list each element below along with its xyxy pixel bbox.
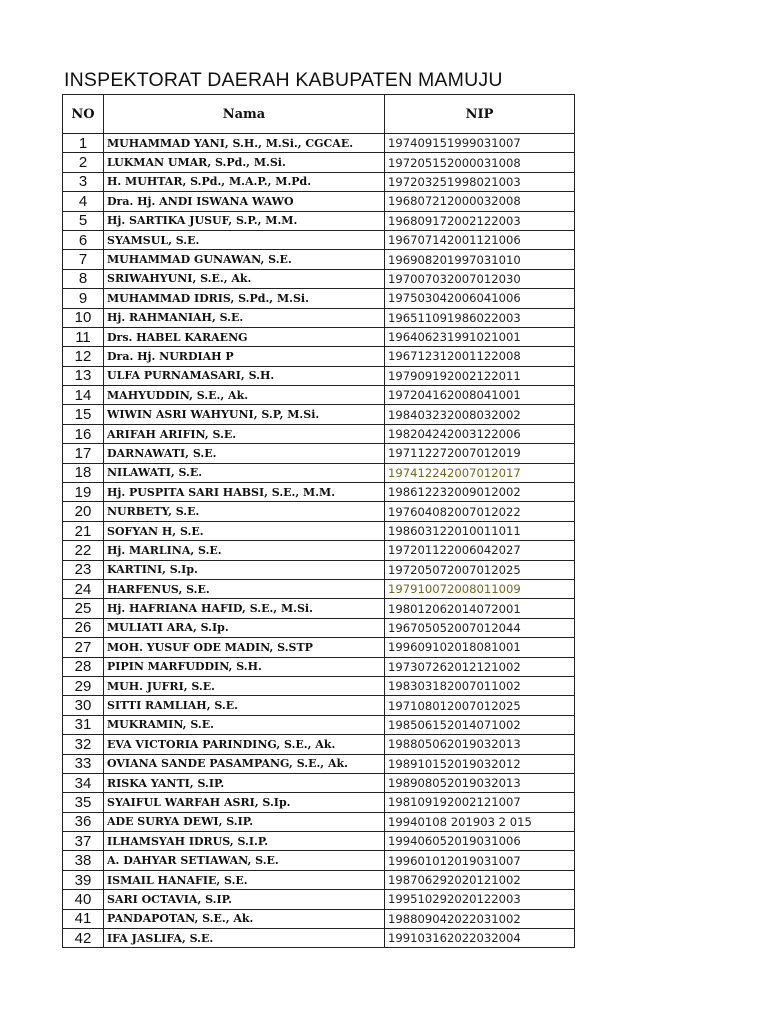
table-row: [63, 405, 575, 424]
cell-no: 15: [63, 405, 104, 424]
table-row: [63, 250, 575, 269]
table-row: [63, 696, 575, 715]
table-row: [63, 269, 575, 288]
header-nama: Nama: [104, 95, 385, 134]
cell-nip: 199510292020122003: [385, 890, 575, 909]
cell-nip: 19940108 201903 2 015: [385, 812, 575, 831]
cell-nip: 198403232008032002: [385, 405, 575, 424]
cell-no: 23: [63, 560, 104, 579]
cell-nama: Drs. HABEL KARAENG: [104, 327, 385, 346]
cell-no: 1: [63, 134, 104, 153]
cell-nama: PANDAPOTAN, S.E., Ak.: [104, 909, 385, 928]
table-row: [63, 754, 575, 773]
table-row: [63, 851, 575, 870]
cell-no: 33: [63, 754, 104, 773]
cell-nama: LUKMAN UMAR, S.Pd., M.Si.: [104, 153, 385, 172]
cell-nip: 197307262012121002: [385, 657, 575, 676]
cell-nama: DARNAWATI, S.E.: [104, 444, 385, 463]
table-row: [63, 502, 575, 521]
table-row: [63, 579, 575, 598]
cell-no: 40: [63, 890, 104, 909]
table-row: [63, 715, 575, 734]
cell-nama: Hj. MARLINA, S.E.: [104, 541, 385, 560]
cell-nip: 199406052019031006: [385, 832, 575, 851]
cell-nip: 198204242003122006: [385, 424, 575, 443]
table-row: [63, 618, 575, 637]
table-row: [63, 812, 575, 831]
cell-no: 9: [63, 289, 104, 308]
cell-nip: 199609102018081001: [385, 638, 575, 657]
cell-nama: SITTI RAMLIAH, S.E.: [104, 696, 385, 715]
cell-nip: 198805062019032013: [385, 735, 575, 754]
cell-nip: 196406231991021001: [385, 327, 575, 346]
cell-nip: 197604082007012022: [385, 502, 575, 521]
cell-nama: SRIWAHYUNI, S.E., Ak.: [104, 269, 385, 288]
table-row: [63, 424, 575, 443]
table-row: [63, 870, 575, 889]
table-row: [63, 153, 575, 172]
cell-nama: IFA JASLIFA, S.E.: [104, 929, 385, 948]
cell-nip: 198506152014071002: [385, 715, 575, 734]
cell-nama: MOH. YUSUF ODE MADIN, S.STP: [104, 638, 385, 657]
cell-nama: ISMAIL HANAFIE, S.E.: [104, 870, 385, 889]
table-row: [63, 793, 575, 812]
cell-nip: 196807212000032008: [385, 192, 575, 211]
cell-no: 37: [63, 832, 104, 851]
page-title: INSPEKTORAT DAERAH KABUPATEN MAMUJU: [64, 69, 503, 91]
cell-nip: 197909192002122011: [385, 366, 575, 385]
table-row: [63, 929, 575, 948]
cell-no: 36: [63, 812, 104, 831]
cell-nip: 196908201997031010: [385, 250, 575, 269]
cell-nama: H. MUHTAR, S.Pd., M.A.P., M.Pd.: [104, 172, 385, 191]
table-row: [63, 657, 575, 676]
cell-nip: 197201122006042027: [385, 541, 575, 560]
table-row: [63, 909, 575, 928]
cell-no: 11: [63, 327, 104, 346]
cell-nip: 197112272007012019: [385, 444, 575, 463]
table-row: [63, 560, 575, 579]
table-row: [63, 192, 575, 211]
header-no: NO: [63, 95, 104, 134]
cell-nama: ADE SURYA DEWI, S.IP.: [104, 812, 385, 831]
table-row: [63, 366, 575, 385]
table-row: [63, 599, 575, 618]
cell-nip: 199103162022032004: [385, 929, 575, 948]
table-row: [63, 327, 575, 346]
cell-no: 25: [63, 599, 104, 618]
cell-nama: ILHAMSYAH IDRUS, S.I.P.: [104, 832, 385, 851]
table-row: [63, 521, 575, 540]
cell-no: 2: [63, 153, 104, 172]
table-row: [63, 347, 575, 366]
cell-nama: OVIANA SANDE PASAMPANG, S.E., Ak.: [104, 754, 385, 773]
cell-no: 38: [63, 851, 104, 870]
cell-no: 14: [63, 386, 104, 405]
cell-nama: Dra. Hj. NURDIAH P: [104, 347, 385, 366]
cell-nama: SYAIFUL WARFAH ASRI, S.Ip.: [104, 793, 385, 812]
cell-nama: MUH. JUFRI, S.E.: [104, 676, 385, 695]
table-row: [63, 773, 575, 792]
cell-nama: MUHAMMAD GUNAWAN, S.E.: [104, 250, 385, 269]
table-row: [63, 676, 575, 695]
cell-nip: 197409151999031007: [385, 134, 575, 153]
cell-no: 13: [63, 366, 104, 385]
cell-nip: 196809172002122003: [385, 211, 575, 230]
employee-table: [62, 94, 575, 948]
table-row: [63, 386, 575, 405]
table-row: [63, 463, 575, 482]
cell-nama: MUHAMMAD IDRIS, S.Pd., M.Si.: [104, 289, 385, 308]
table-row: [63, 483, 575, 502]
cell-nama: Hj. SARTIKA JUSUF, S.P., M.M.: [104, 211, 385, 230]
cell-no: 7: [63, 250, 104, 269]
table-header: [63, 95, 575, 134]
table-row: [63, 172, 575, 191]
table-row: [63, 230, 575, 249]
cell-nip: 198612232009012002: [385, 483, 575, 502]
header-row: [63, 95, 575, 134]
cell-nama: SARI OCTAVIA, S.IP.: [104, 890, 385, 909]
cell-no: 8: [63, 269, 104, 288]
table-row: [63, 890, 575, 909]
cell-nip: 199601012019031007: [385, 851, 575, 870]
cell-no: 32: [63, 735, 104, 754]
cell-nama: A. DAHYAR SETIAWAN, S.E.: [104, 851, 385, 870]
cell-no: 16: [63, 424, 104, 443]
cell-no: 5: [63, 211, 104, 230]
cell-nip: 198012062014072001: [385, 599, 575, 618]
cell-nip: 198603122010011011: [385, 521, 575, 540]
cell-nip: 198706292020121002: [385, 870, 575, 889]
cell-nip: 198809042022031002: [385, 909, 575, 928]
cell-no: 28: [63, 657, 104, 676]
cell-no: 6: [63, 230, 104, 249]
cell-nip: 197910072008011009: [385, 579, 575, 598]
cell-no: 3: [63, 172, 104, 191]
cell-nama: PIPIN MARFUDDIN, S.H.: [104, 657, 385, 676]
cell-nip: 197007032007012030: [385, 269, 575, 288]
cell-nip: 197204162008041001: [385, 386, 575, 405]
cell-nama: ARIFAH ARIFIN, S.E.: [104, 424, 385, 443]
cell-nip: 198908052019032013: [385, 773, 575, 792]
cell-nama: MUKRAMIN, S.E.: [104, 715, 385, 734]
cell-nama: EVA VICTORIA PARINDING, S.E., Ak.: [104, 735, 385, 754]
cell-nip: 196705052007012044: [385, 618, 575, 637]
cell-no: 21: [63, 521, 104, 540]
table-body: [63, 134, 575, 948]
cell-no: 27: [63, 638, 104, 657]
cell-nama: RISKA YANTI, S.IP.: [104, 773, 385, 792]
cell-no: 24: [63, 579, 104, 598]
cell-nip: 197205072007012025: [385, 560, 575, 579]
cell-no: 42: [63, 929, 104, 948]
table-row: [63, 735, 575, 754]
cell-nama: SYAMSUL, S.E.: [104, 230, 385, 249]
cell-nama: KARTINI, S.Ip.: [104, 560, 385, 579]
cell-nama: NILAWATI, S.E.: [104, 463, 385, 482]
cell-no: 22: [63, 541, 104, 560]
table-row: [63, 289, 575, 308]
cell-no: 12: [63, 347, 104, 366]
cell-no: 39: [63, 870, 104, 889]
table-row: [63, 308, 575, 327]
cell-nip: 198303182007011002: [385, 676, 575, 695]
cell-nama: ULFA PURNAMASARI, S.H.: [104, 366, 385, 385]
cell-no: 31: [63, 715, 104, 734]
cell-nama: Hj. PUSPITA SARI HABSI, S.E., M.M.: [104, 483, 385, 502]
cell-no: 35: [63, 793, 104, 812]
cell-no: 29: [63, 676, 104, 695]
cell-no: 18: [63, 463, 104, 482]
table-row: [63, 211, 575, 230]
table-row: [63, 638, 575, 657]
cell-nama: Hj. RAHMANIAH, S.E.: [104, 308, 385, 327]
cell-no: 30: [63, 696, 104, 715]
cell-nama: Dra. Hj. ANDI ISWANA WAWO: [104, 192, 385, 211]
table-row: [63, 832, 575, 851]
table-row: [63, 134, 575, 153]
cell-nama: MAHYUDDIN, S.E., Ak.: [104, 386, 385, 405]
cell-nip: 197108012007012025: [385, 696, 575, 715]
cell-nip: 197205152000031008: [385, 153, 575, 172]
cell-no: 19: [63, 483, 104, 502]
cell-nama: HARFENUS, S.E.: [104, 579, 385, 598]
cell-nip: 198109192002121007: [385, 793, 575, 812]
cell-nama: SOFYAN H, S.E.: [104, 521, 385, 540]
table-row: [63, 444, 575, 463]
cell-nip: 196712312001122008: [385, 347, 575, 366]
cell-nip: 196511091986022003: [385, 308, 575, 327]
cell-no: 41: [63, 909, 104, 928]
cell-nama: MULIATI ARA, S.Ip.: [104, 618, 385, 637]
cell-nip: 197503042006041006: [385, 289, 575, 308]
cell-nama: MUHAMMAD YANI, S.H., M.Si., CGCAE.: [104, 134, 385, 153]
cell-no: 4: [63, 192, 104, 211]
cell-no: 26: [63, 618, 104, 637]
cell-no: 20: [63, 502, 104, 521]
cell-nama: Hj. HAFRIANA HAFID, S.E., M.Si.: [104, 599, 385, 618]
cell-nama: NURBETY, S.E.: [104, 502, 385, 521]
cell-no: 17: [63, 444, 104, 463]
cell-nama: WIWIN ASRI WAHYUNI, S.P, M.Si.: [104, 405, 385, 424]
cell-nip: 196707142001121006: [385, 230, 575, 249]
table-row: [63, 541, 575, 560]
cell-nip: 197412242007012017: [385, 463, 575, 482]
cell-nip: 198910152019032012: [385, 754, 575, 773]
cell-nip: 197203251998021003: [385, 172, 575, 191]
header-nip: NIP: [385, 95, 575, 134]
cell-no: 34: [63, 773, 104, 792]
cell-no: 10: [63, 308, 104, 327]
